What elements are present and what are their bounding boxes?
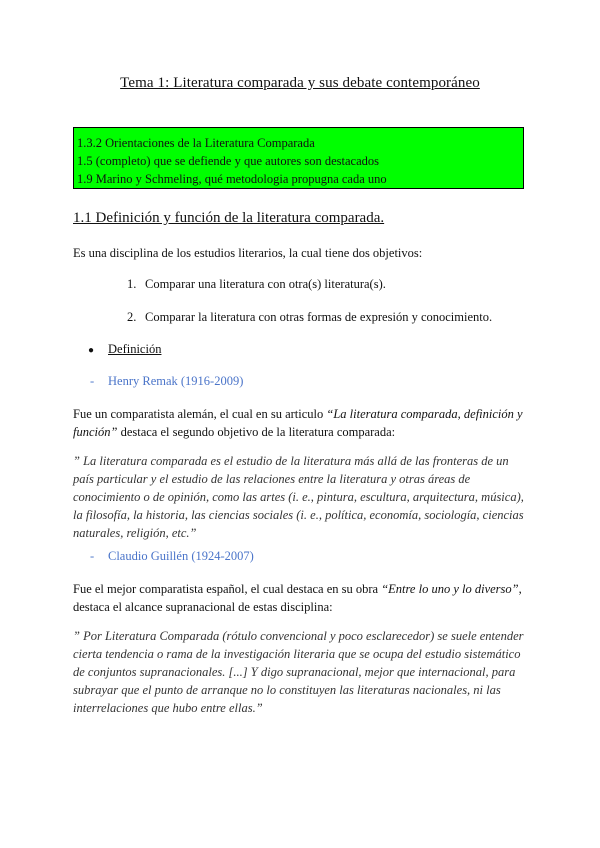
author-name: Claudio Guillén (1924-2007) xyxy=(108,549,254,563)
author-description xyxy=(73,580,533,616)
page-title: Tema 1: Literatura comparada y sus debate contemporáneo xyxy=(120,75,480,91)
author-description xyxy=(73,405,533,441)
objective-item xyxy=(127,277,386,292)
quote-block: ” La literatura comparada es el estudio de la literatura más allá de las fronteras de un país particular y el estudio de las relaciones entre la literatura y otras áreas de conocimiento o de opinión, como las artes (i. e., pintura, escultura, arquitectura, música), la filosofía, la historia, las ciencias sociales (i. e., política, economía, sociología, ciencias naturales, religión, etc.” xyxy=(73,454,524,540)
section-heading: 1.1 Definición y función de la literatura comparada. xyxy=(73,210,385,226)
author-name: Henry Remak (1916-2009) xyxy=(108,374,244,388)
objective-number: 1. xyxy=(127,277,137,291)
description-text: , destaca el alcance supranacional de estas disciplina: xyxy=(73,582,522,614)
objective-number: 2. xyxy=(127,310,137,324)
author-heading xyxy=(90,374,243,389)
dash-marker: - xyxy=(90,374,95,388)
objective-item xyxy=(127,310,492,325)
work-title: “Entre lo uno y lo diverso” xyxy=(381,582,519,596)
description-text: Fue un comparatista alemán, el cual en su articulo xyxy=(73,407,327,421)
description-text: Fue el mejor comparatista español, el cual destaca en su obra xyxy=(73,582,382,596)
author-heading xyxy=(90,549,254,564)
highlight-box xyxy=(73,127,524,189)
objective-text: Comparar la literatura con otras formas de expresión y conocimiento. xyxy=(145,310,493,324)
dash-marker: - xyxy=(90,549,95,563)
highlight-line: 1.5 (completo) que se defiende y que autores son destacados xyxy=(77,154,379,168)
highlight-line: 1.3.2 Orientaciones de la Literatura Comparada xyxy=(77,136,315,150)
objective-text: Comparar una literatura con otra(s) literatura(s). xyxy=(145,277,386,291)
section-intro: Es una disciplina de los estudios literarios, la cual tiene dos objetivos: xyxy=(73,246,423,260)
work-title: “La literatura comparada, definición y función” xyxy=(73,407,523,439)
quote-block: ” Por Literatura Comparada (rótulo convencional y poco esclarecedor) se suele entender cierta tendencia o rama de la investigación literaria que se ocupa del estudio sistemático de conjuntos supranacionales. [...] Y digo supranacional, mejor que internacional, para subrayar que el punto de arranque no lo constituyen las literaturas nacionales, ni las interrelaciones que hubo entre ellas.” xyxy=(73,629,524,715)
bullet-item xyxy=(88,342,161,357)
bullet-label: Definición xyxy=(108,342,162,356)
highlight-line: 1.9 Marino y Schmeling, qué metodologia propugna cada uno xyxy=(77,172,387,186)
description-text: destaca el segundo objetivo de la literatura comparada: xyxy=(117,425,396,439)
bullet-icon: ● xyxy=(88,345,95,356)
